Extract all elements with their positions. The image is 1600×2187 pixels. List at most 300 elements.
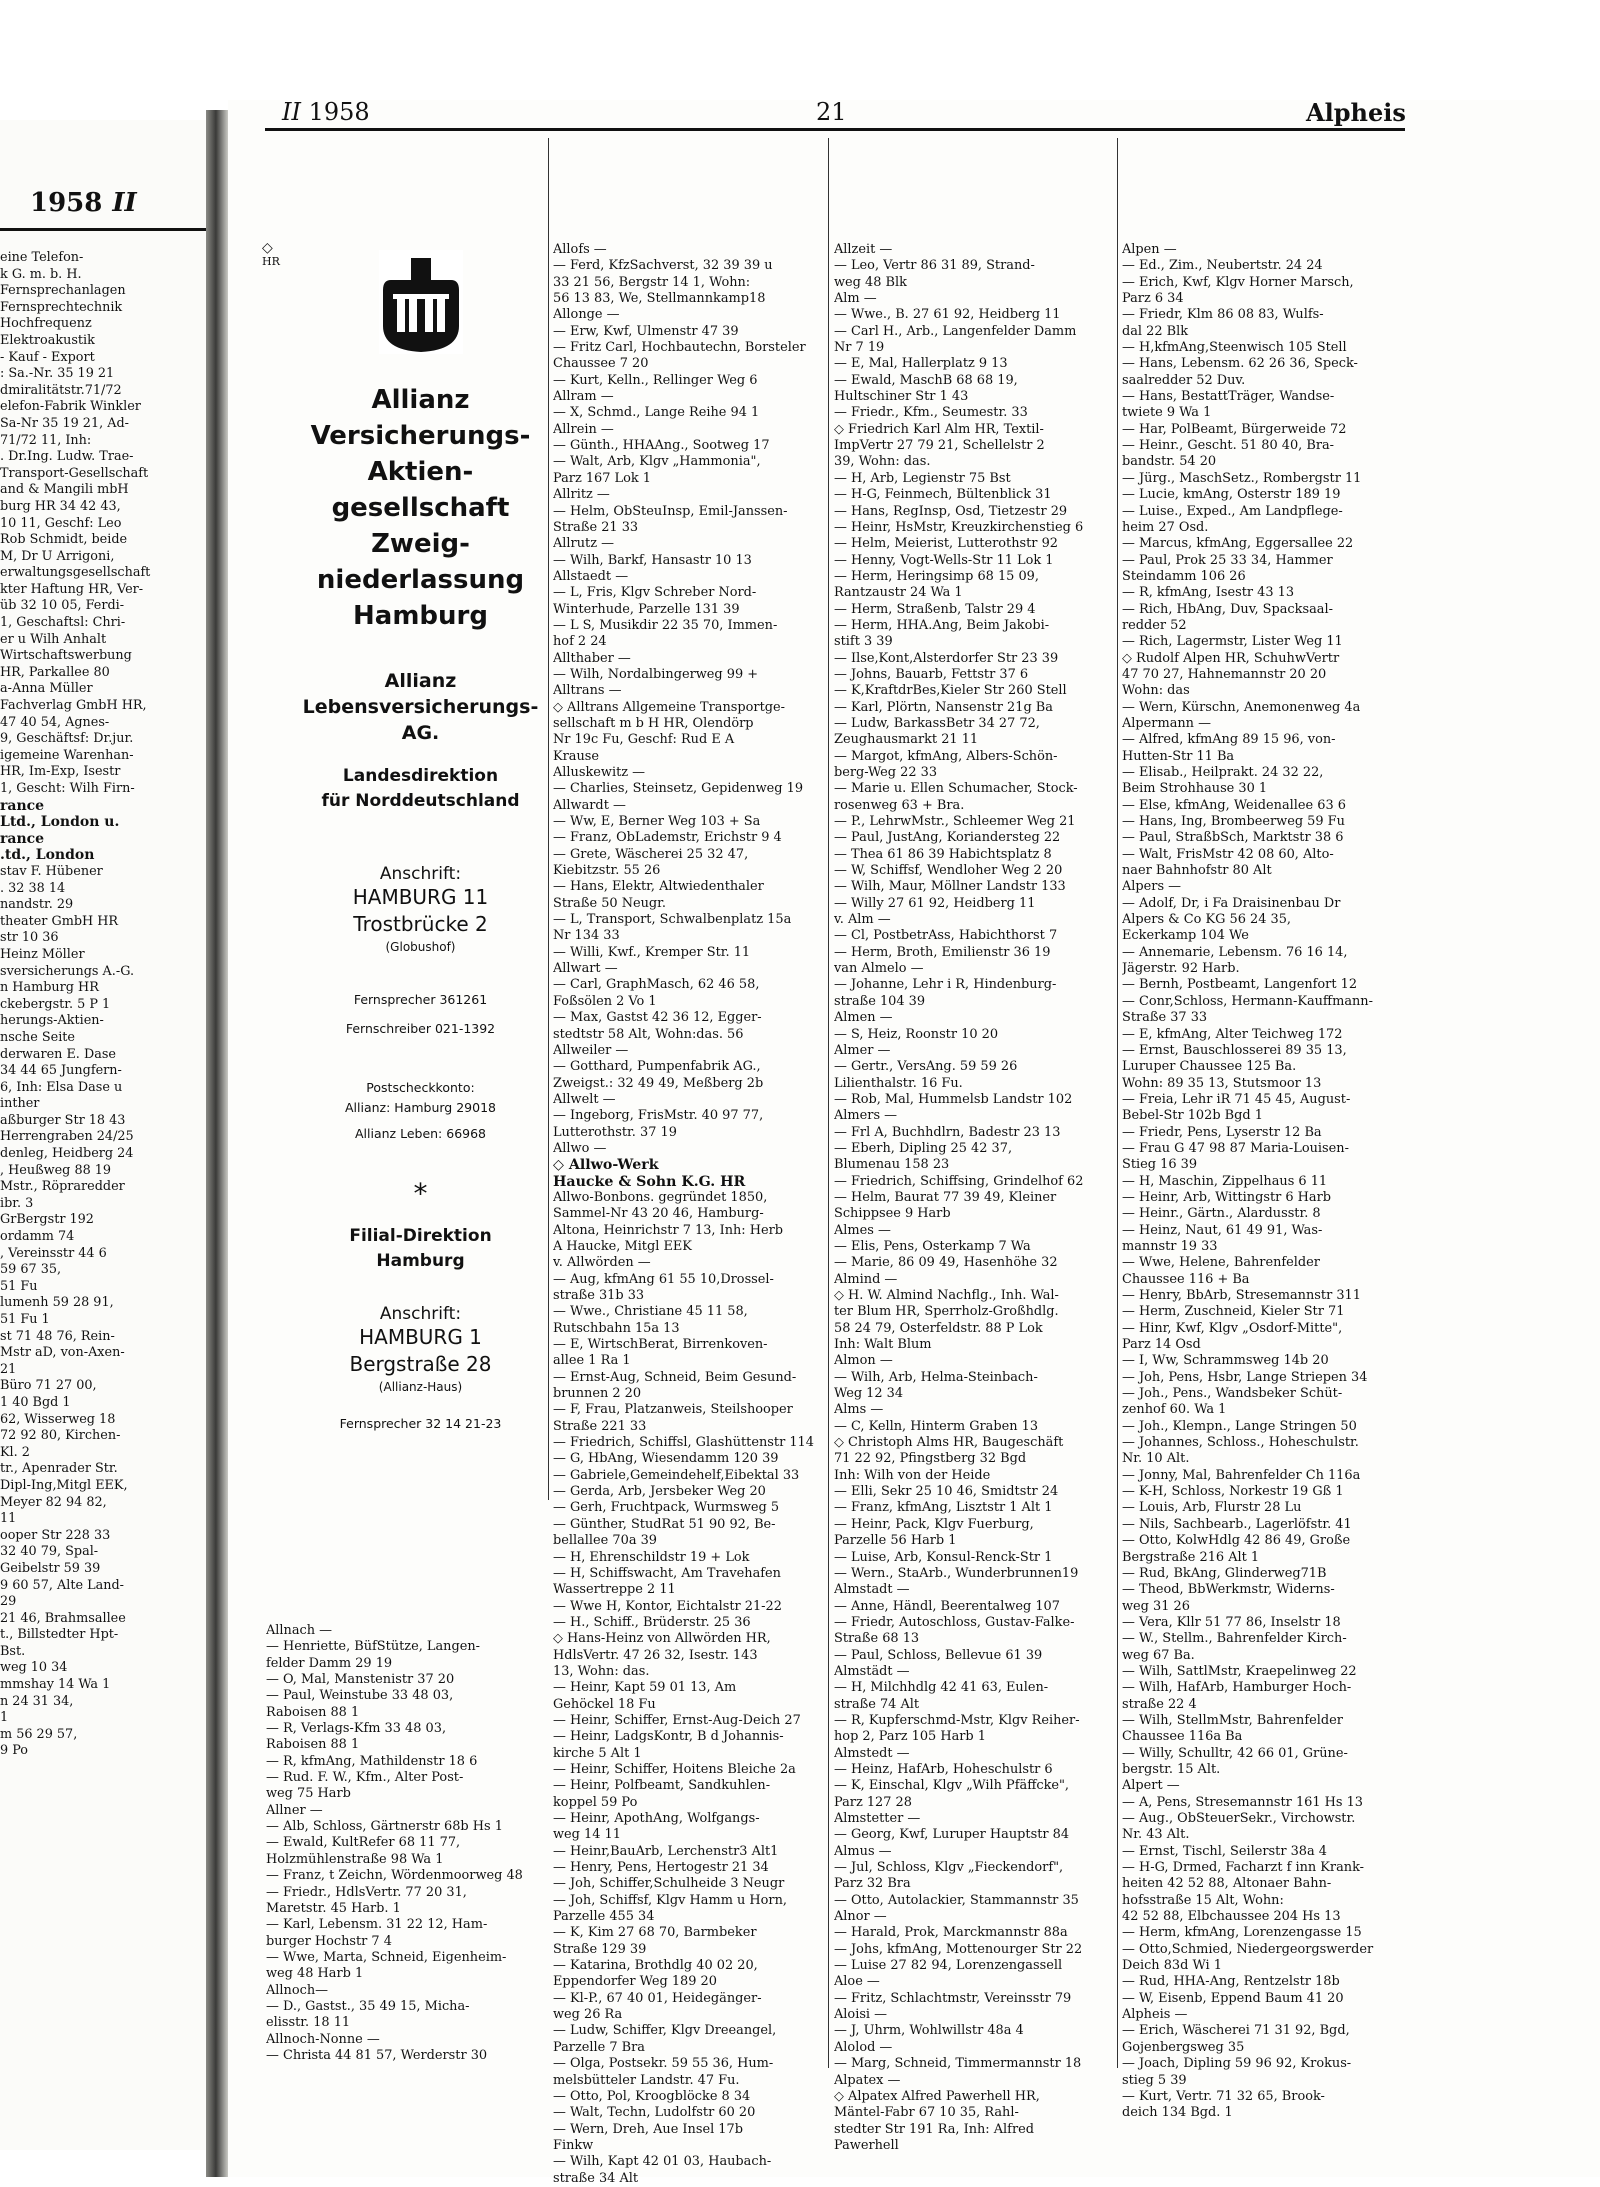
left-page-line: , Heußweg 88 19	[0, 1162, 112, 1178]
directory-entry: Deich 83d Wi 1	[1122, 1958, 1222, 1974]
directory-entry: Sammel-Nr 43 20 46, Hamburg-	[553, 1206, 764, 1222]
directory-entry: — Heinr, LadgsKontr, B d Johannis-	[553, 1729, 784, 1745]
directory-entry: — Christa 44 81 57, Werderstr 30	[266, 2047, 488, 2063]
directory-entry: — Rich, Lagermstr, Lister Weg 11	[1122, 634, 1343, 650]
directory-entry: — Helm, Meierist, Lutterothstr 92	[834, 536, 1058, 552]
directory-entry: — Ww, E, Berner Weg 103 + Sa	[553, 814, 761, 830]
directory-entry: — Joach, Dipling 59 96 92, Krokus-	[1122, 2056, 1352, 2072]
directory-entry: — E, WirtschBerat, Birrenkoven-	[553, 1337, 768, 1353]
ad-address-label: Anschrift:	[379, 864, 462, 884]
directory-entry: — O, Mal, Manstenistr 37 20	[266, 1672, 455, 1688]
directory-entry: — Otto, Autolackier, Stammannstr 35	[834, 1892, 1079, 1908]
directory-entry: ter Blum HR, Sperrholz-Großhdlg.	[834, 1304, 1059, 1320]
directory-entry: — Hinr, Kwf, Klgv „Osdorf-Mitte",	[1122, 1320, 1343, 1336]
directory-entry: HdlsVertr. 47 26 32, Isestr. 143	[553, 1647, 758, 1663]
directory-entry: Parzelle 56 Harb 1	[834, 1533, 957, 1549]
header-rule	[265, 128, 1405, 131]
directory-entry: 47 70 27, Hahnemannstr 20 20	[1122, 666, 1327, 682]
left-page-line: - Kauf - Export	[0, 349, 95, 365]
directory-entry: redder 52	[1122, 617, 1187, 633]
directory-entry: — S, Heiz, Roonstr 10 20	[834, 1026, 999, 1042]
left-page-line: ooper Str 228 33	[0, 1527, 111, 1543]
left-page-line: lumenh 59 28 91,	[0, 1295, 114, 1311]
directory-entry: — J, Uhrm, Wohlwillstr 48a 4	[834, 2023, 1024, 2039]
directory-entry: Almstedt —	[834, 1745, 910, 1761]
directory-entry: stift 3 39	[834, 634, 893, 650]
directory-entry: — W, Eisenb, Eppend Baum 41 20	[1122, 1990, 1344, 2006]
directory-entry: Allram —	[553, 389, 614, 405]
directory-entry: Allwardt —	[553, 797, 626, 813]
directory-entry: — Walt, Arb, Klgv „Hammonia",	[553, 454, 761, 470]
directory-entry: Alpers —	[1122, 879, 1182, 895]
left-page-line: theater GmbH HR	[0, 913, 119, 929]
left-page-line: Mstr aD, von-Axen-	[0, 1345, 125, 1361]
allianz-advertisement	[298, 250, 543, 1431]
directory-entry: — Marie u. Ellen Schumacher, Stock-	[834, 781, 1078, 797]
directory-entry: — Henriette, BüfStütze, Langen-	[266, 1639, 480, 1655]
directory-entry: 42 52 88, Elbchaussee 204 Hs 13	[1122, 1909, 1341, 1925]
directory-entry: Almes —	[834, 1222, 891, 1238]
directory-entry: — Georg, Kwf, Luruper Hauptstr 84	[834, 1827, 1070, 1843]
ad-postal-line: Allianz Leben: 66968	[354, 1126, 487, 1141]
left-page-column	[0, 250, 204, 1760]
left-page-line: aßburger Str 18 43	[0, 1112, 126, 1128]
left-page-line: a-Anna Müller	[0, 681, 93, 697]
left-page-line: 1 40 Bgd 1	[0, 1394, 71, 1410]
directory-entry: Blumenau 158 23	[834, 1157, 950, 1173]
directory-entry: — Marg, Schneid, Timmermannstr 18	[834, 2056, 1082, 2072]
left-page-line: and & Mangili mbH	[0, 482, 129, 498]
directory-entry: — D., Gastst., 35 49 15, Micha-	[266, 1998, 470, 2014]
directory-entry: Alltrans —	[553, 683, 622, 699]
directory-entry: — Joh., Pens., Wandsbeker Schüt-	[1122, 1386, 1343, 1402]
ad-life-line: Allianz	[384, 670, 457, 692]
directory-entry: Allonge —	[553, 307, 620, 323]
directory-entry: — Herm, Heringsimp 68 15 09,	[834, 568, 1039, 584]
directory-entry: — Joh, Schiffer,Schulheide 3 Neugr	[553, 1876, 785, 1892]
directory-entry: ◇ Hans-Heinz von Allwörden HR,	[553, 1631, 771, 1647]
ad-telex: Fernschreiber 021-1392	[345, 1021, 496, 1036]
ad-directorate	[298, 764, 543, 814]
directory-entry: — Wwe, Helene, Bahrenfelder	[1122, 1255, 1320, 1271]
directory-entry: Kiebitzstr. 55 26	[553, 863, 661, 879]
directory-entry: Almen —	[834, 1010, 893, 1026]
directory-entry: — Franz, ObLademstr, Erichstr 9 4	[553, 830, 782, 846]
directory-entry: mannstr 19 33	[1122, 1238, 1218, 1254]
directory-entry: — Johanne, Lehr i R, Hindenburg-	[834, 977, 1057, 993]
directory-entry: — Wilh, Barkf, Hansastr 10 13	[553, 552, 752, 568]
directory-entry: Luruper Chaussee 125 Ba.	[1122, 1059, 1297, 1075]
left-page-line: 21 46, Brahmsallee	[0, 1610, 126, 1626]
directory-entry: A Haucke, Mitgl EEK	[553, 1238, 692, 1254]
left-page-line: n 24 31 34,	[0, 1693, 74, 1709]
directory-entry: — Heinr, Schiffer, Ernst-Aug-Deich 27	[553, 1712, 801, 1728]
directory-entry: — Wern, Kürschn, Anemonenweg 4a	[1122, 699, 1361, 715]
directory-entry: Allnach —	[266, 1623, 333, 1638]
left-page-line: Herrengraben 24/25	[0, 1129, 134, 1145]
directory-entry: — Wilh, Kapt 42 01 03, Haubach-	[553, 2154, 772, 2170]
ad-name-line: gesellschaft	[331, 493, 510, 523]
ad-address-note: (Globushof)	[385, 940, 456, 954]
left-page-line: n Hamburg HR	[0, 980, 99, 996]
directory-entry: weg 48 Harb 1	[266, 1966, 364, 1982]
directory-entry: — Henny, Vogt-Wells-Str 11 Lok 1	[834, 552, 1054, 568]
directory-entry: — Else, kfmAng, Weidenallee 63 6	[1122, 797, 1346, 813]
left-page-line: Fernsprechanlagen	[0, 283, 126, 299]
directory-entry: — A, Pens, Stresemannstr 161 Hs 13	[1122, 1794, 1364, 1810]
directory-entry: — Olga, Postsekr. 59 55 36, Hum-	[553, 2056, 774, 2072]
directory-entry: Finkw	[553, 2137, 594, 2153]
directory-entry: Gehöckel 18 Fu	[553, 1696, 656, 1712]
left-page-line: sversicherungs A.-G.	[0, 963, 135, 979]
directory-entry: — Herm, Broth, Emilienstr 36 19	[834, 944, 1051, 960]
directory-entry: — Rich, HbAng, Duv, Spacksaal-	[1122, 601, 1333, 617]
directory-entry: stedter Str 191 Ra, Inh: Alfred	[834, 2121, 1034, 2137]
directory-entry: — Ewald, MaschB 68 68 19,	[834, 372, 1018, 388]
directory-entry: — Paul, Weinstube 33 48 03,	[266, 1688, 454, 1704]
directory-entry: 56 13 83, We, Stellmannkamp18	[553, 291, 766, 307]
left-page-line: tr., Apenrader Str.	[0, 1461, 118, 1477]
directory-entry: — Franz, t Zeichn, Wördenmoorweg 48	[266, 1868, 523, 1884]
directory-entry: weg 31 26	[1122, 1598, 1190, 1614]
column-divider	[828, 138, 829, 2068]
directory-entry: — K-H, Schloss, Norkestr 19 Gß 1	[1122, 1484, 1344, 1500]
directory-entry: Alms —	[834, 1402, 884, 1418]
left-page-line: mmshay 14 Wa 1	[0, 1677, 111, 1693]
left-page-line: HR, Parkallee 80	[0, 664, 110, 680]
directory-entry: — Luise, Arb, Konsul-Renck-Str 1	[834, 1549, 1053, 1565]
directory-entry: 39, Wohn: das.	[834, 454, 931, 470]
left-page-number: 1958	[30, 188, 103, 218]
left-page-line: ckebergstr. 5 P 1	[0, 996, 111, 1012]
directory-entry: — Wwe., B. 27 61 92, Heidberg 11	[834, 307, 1061, 323]
ad-branch-phone: Fernsprecher 32 14 21-23	[339, 1416, 502, 1431]
left-page-line: Elektroakustik	[0, 332, 95, 348]
directory-entry: — Walt, Techn, Ludolfstr 60 20	[553, 2105, 756, 2121]
directory-entry: weg 75 Harb	[266, 1786, 351, 1802]
directory-entry: — Freia, Lehr iR 71 45 45, August-	[1122, 1091, 1351, 1107]
directory-entry: — Lucie, kmAng, Osterstr 189 19	[1122, 487, 1341, 503]
directory-entry: — Louis, Arb, Flurstr 28 Lu	[1122, 1500, 1302, 1516]
directory-entry: Inh: Walt Blum	[834, 1337, 932, 1353]
directory-entry: Straße 221 33	[553, 1418, 647, 1434]
directory-entry: — Wwe., Christiane 45 11 58,	[553, 1304, 748, 1320]
directory-entry: — C, Kelln, Hinterm Graben 13	[834, 1418, 1039, 1434]
left-page-line: .td., London	[0, 847, 95, 864]
ad-branch-street: Bergstraße 28	[349, 1352, 492, 1376]
left-page-line: 47 40 54, Agnes-	[0, 714, 110, 730]
directory-entry: Rutschbahn 15a 13	[553, 1320, 680, 1336]
directory-entry: Allofs —	[553, 242, 607, 257]
left-page-line: 11	[0, 1511, 17, 1527]
directory-entry: — H, Maschin, Zippelhaus 6 11	[1122, 1173, 1328, 1189]
directory-entry: Almon —	[834, 1353, 893, 1369]
directory-entry: — Karl, Plörtn, Nansenstr 21g Ba	[834, 699, 1053, 715]
page-number: 21	[816, 98, 847, 126]
directory-entry: — Frau G 47 98 87 Maria-Louisen-	[1122, 1140, 1349, 1156]
ad-name-line: Aktien-	[367, 457, 474, 487]
directory-entry: — H, Arb, Legienstr 75 Bst	[834, 470, 1011, 486]
directory-entry: — R, kfmAng, Mathildenstr 18 6	[266, 1753, 478, 1769]
directory-entry: — Kl-P., 67 40 01, Heidegänger-	[553, 1990, 762, 2006]
directory-entry: hop 2, Parz 105 Harb 1	[834, 1729, 986, 1745]
left-page-line: 9 Po	[0, 1743, 29, 1759]
left-page-line: 59 67 35,	[0, 1262, 62, 1278]
directory-entry: 71 22 92, Pfingstberg 32 Bgd	[834, 1451, 1027, 1467]
directory-entry: Aloisi —	[834, 2007, 888, 2023]
directory-entry: Nr 7 19	[834, 340, 885, 356]
directory-entry: Almus —	[834, 1843, 892, 1859]
directory-entry: Nr. 43 Alt.	[1122, 1827, 1190, 1843]
directory-entry: — Elli, Sekr 25 10 46, Smidtstr 24	[834, 1484, 1059, 1500]
ad-postal-line: Allianz: Hamburg 29018	[345, 1100, 496, 1115]
ad-star: *	[413, 1177, 428, 1210]
left-page-line: M, Dr U Arrigoni,	[0, 548, 115, 564]
directory-entry: — Rob, Mal, Hummelsb Landstr 102	[834, 1091, 1073, 1107]
ad-branch-line: Filial-Direktion	[349, 1226, 492, 1246]
directory-entry: — R, Kupferschmd-Mstr, Klgv Reiher-	[834, 1712, 1080, 1728]
directory-entry: Nr 134 33	[553, 928, 620, 944]
left-page-line: 62, Wisserweg 18	[0, 1411, 116, 1427]
directory-entry: — Hans, RegInsp, Osd, Tietzestr 29	[834, 503, 1068, 519]
directory-entry: — Helm, Baurat 77 39 49, Kleiner	[834, 1189, 1057, 1205]
ad-company-name	[298, 382, 543, 634]
directory-entry: Alpen —	[1122, 242, 1177, 257]
left-page-line: . 32 38 14	[0, 880, 66, 896]
directory-entry: Chaussee 116 + Ba	[1122, 1271, 1250, 1287]
ad-life-line: Lebensversicherungs-	[302, 696, 539, 718]
directory-entry: — Heinr, ApothAng, Wolfgangs-	[553, 1811, 760, 1826]
left-page-line: ibr. 3	[0, 1195, 34, 1211]
directory-entry: Straße 37 33	[1122, 1010, 1208, 1026]
directory-entry: — Carl H., Arb., Langenfelder Damm	[834, 323, 1077, 339]
directory-entry: — Theod, BbWerkmstr, Widerns-	[1122, 1582, 1335, 1598]
directory-entry: Parz 6 34	[1122, 291, 1184, 307]
directory-entry: — Anne, Händl, Beerentalweg 107	[834, 1598, 1060, 1614]
ad-branch-city: HAMBURG 1	[359, 1325, 482, 1349]
ad-life-line: AG.	[401, 722, 440, 744]
left-page-line: 29	[0, 1594, 17, 1610]
left-page-line: m 56 29 57,	[0, 1726, 78, 1742]
directory-entry: Allthaber —	[553, 650, 631, 666]
directory-entry: — Fritz Carl, Hochbautechn, Borsteler	[553, 340, 806, 356]
ad-name-line: Zweig-	[371, 529, 470, 559]
ad-postal-label: Postscheckkonto:	[366, 1080, 475, 1095]
left-page-line: Fernsprechtechnik	[0, 299, 123, 315]
directory-entry: Weg 12 34	[834, 1386, 904, 1402]
directory-entry: — E, kfmAng, Alter Teichweg 172	[1122, 1026, 1343, 1042]
left-page-line: 9, Geschäftsf: Dr.jur.	[0, 731, 134, 747]
directory-entry: — Erich, Wäscherei 71 31 92, Bgd,	[1122, 2023, 1350, 2039]
directory-entry: — Willy, Schulltr, 42 66 01, Grüne-	[1122, 1745, 1348, 1761]
ad-life-insurance	[298, 668, 543, 746]
directory-entry: — Adolf, Dr, i Fa Draisinenbau Dr	[1122, 895, 1341, 911]
directory-entry: zenhof 60. Wa 1	[1122, 1402, 1227, 1418]
left-page-line: dmiralitätstr.71/72	[0, 382, 122, 398]
directory-entry: — Paul, Prok 25 33 34, Hammer	[1122, 552, 1333, 568]
directory-entry: — L, Transport, Schwalbenplatz 15a	[553, 912, 792, 928]
directory-entry: sellschaft m b H HR, Olendörp	[553, 715, 754, 731]
directory-entry: — Wilh, Nordalbingerweg 99 +	[553, 666, 759, 682]
ad-branch-note: (Allianz-Haus)	[378, 1380, 463, 1394]
directory-entry: Jägerstr. 92 Harb.	[1122, 961, 1240, 977]
left-page-line: Dipl-Ing,Mitgl EEK,	[0, 1477, 128, 1493]
left-page-line: Kl. 2	[0, 1444, 30, 1460]
left-page-line: 34 44 65 Jungfern-	[0, 1063, 122, 1079]
left-page-line: Heinz Möller	[0, 946, 85, 962]
directory-entry: Hutten-Str 11 Ba	[1122, 748, 1235, 764]
directory-entry: — Rud, BkAng, Glinderweg71B	[1122, 1565, 1327, 1581]
directory-entry: — Frl A, Buchhdlrn, Badestr 23 13	[834, 1124, 1061, 1140]
directory-entry: Allwelt —	[553, 1091, 616, 1107]
left-page-line: Meyer 82 94 82,	[0, 1494, 107, 1510]
directory-entry: Allwo-Bonbons. gegründet 1850,	[553, 1189, 768, 1205]
ad-name-line: Hamburg	[353, 601, 488, 631]
directory-entry: — Gertr., VersAng. 59 59 26	[834, 1059, 1018, 1075]
directory-entry: — Rud. F. W., Kfm., Alter Post-	[266, 1770, 464, 1786]
left-page-line: Büro 71 27 00,	[0, 1378, 97, 1394]
directory-entry: — K,KraftdrBes,Kieler Str 260 Stell	[834, 683, 1067, 699]
directory-entry: Beim Strohhause 30 1	[1122, 781, 1268, 797]
directory-entry: — Katarina, Brothdlg 40 02 20,	[553, 1958, 758, 1974]
directory-entry: — Günther, StudRat 51 90 92, Be-	[553, 1516, 776, 1532]
directory-entry: Schippsee 9 Harb	[834, 1206, 951, 1222]
directory-entry: — Kurt, Kelln., Rellinger Weg 6	[553, 372, 758, 388]
directory-entry: — Conr,Schloss, Hermann-Kauffmann-	[1122, 993, 1373, 1009]
directory-entry: — K, Einschal, Klgv „Wilh Pfäffcke",	[834, 1778, 1070, 1794]
directory-entry: — Fritz, Schlachtmstr, Vereinsstr 79	[834, 1990, 1072, 2006]
directory-entry: Almer —	[834, 1042, 891, 1058]
left-page-line: 1	[0, 1710, 9, 1726]
left-page-volume: II	[112, 188, 137, 218]
ad-phone: Fernsprecher 361261	[353, 992, 488, 1007]
directory-entry: Allritz —	[553, 487, 610, 503]
directory-entry: rosenweg 63 + Bra.	[834, 797, 965, 813]
directory-entry: — Luise 27 82 94, Lorenzengassell	[834, 1958, 1063, 1974]
directory-column-4	[1122, 242, 1407, 2122]
directory-entry: — G, HbAng, Wiesendamm 120 39	[553, 1451, 779, 1467]
directory-entry: — Ernst-Aug, Schneid, Beim Gesund-	[553, 1369, 797, 1385]
directory-entry: — Walt, FrisMstr 42 08 60, Alto-	[1122, 846, 1334, 862]
directory-entry: — Ernst, Bauschlosserei 89 35 13,	[1122, 1042, 1347, 1058]
left-page-line: rance	[0, 797, 45, 814]
directory-entry: Allstaedt —	[553, 568, 629, 584]
directory-entry: 13, Wohn: das.	[553, 1663, 650, 1679]
directory-entry: — Günth., HHAAng., Sootweg 17	[553, 438, 770, 454]
directory-entry: — Gerh, Fruchtpack, Wurmsweg 5	[553, 1500, 780, 1516]
directory-entry: — Kurt, Vertr. 71 32 65, Brook-	[1122, 2088, 1325, 2104]
directory-entry: — H,kfmAng,Steenwisch 105 Stell	[1122, 340, 1347, 356]
left-page-line: 1, Gescht: Wilh Firn-	[0, 781, 135, 796]
directory-entry: Steindamm 106 26	[1122, 568, 1246, 584]
left-page-line: Ltd., London u.	[0, 814, 120, 831]
directory-entry: — R, Verlags-Kfm 33 48 03,	[266, 1721, 447, 1737]
directory-entry: — Friedr, Klm 86 08 83, Wulfs-	[1122, 307, 1324, 323]
directory-entry: — Gabriele,Gemeindehelf,Eibektal 33	[553, 1467, 800, 1483]
directory-entry: Almstetter —	[834, 1811, 921, 1826]
directory-entry: ◇ Friedrich Karl Alm HR, Textil-	[834, 421, 1044, 437]
directory-entry: — Paul, StraßbSch, Marktstr 38 6	[1122, 830, 1344, 846]
directory-entry: — Herm, Zuschneid, Kieler Str 71	[1122, 1304, 1345, 1320]
directory-entry: straße 22 4	[1122, 1696, 1197, 1712]
directory-entry: Allner —	[266, 1802, 323, 1818]
directory-entry: — Heinr., Gescht. 51 80 40, Bra-	[1122, 438, 1335, 454]
directory-entry: Nr. 10 Alt.	[1122, 1451, 1190, 1467]
directory-entry: kirche 5 Alt 1	[553, 1745, 642, 1761]
left-header-rule	[0, 228, 206, 231]
directory-entry: — Ferd, KfzSachverst, 32 39 39 u	[553, 258, 773, 274]
ad-branch	[298, 1224, 543, 1274]
directory-entry: Parz 127 28	[834, 1794, 912, 1810]
directory-entry: — Ludw, BarkassBetr 34 27 72,	[834, 715, 1040, 731]
directory-entry: — I, Ww, Schrammsweg 14b 20	[1122, 1353, 1329, 1369]
directory-entry: — Heinz, Naut, 61 49 91, Was-	[1122, 1222, 1323, 1238]
directory-entry: — Heinr,BauArb, Lerchenstr3 Alt1	[553, 1843, 779, 1859]
directory-entry: saalredder 52 Duv.	[1122, 372, 1246, 388]
directory-entry: — Ingeborg, FrisMstr. 40 97 77,	[553, 1108, 764, 1124]
directory-entry: — Helm, ObSteuInsp, Emil-Janssen-	[553, 503, 788, 519]
directory-entry: Allnoch-Nonne —	[266, 2031, 380, 2047]
directory-entry: — Max, Gastst 42 36 12, Egger-	[553, 1010, 762, 1026]
directory-entry: Alpheis —	[1122, 2007, 1188, 2023]
left-page-line: 32 40 79, Spal-	[0, 1544, 99, 1560]
directory-entry: — Hans, Lebensm. 62 26 36, Speck-	[1122, 356, 1358, 372]
directory-entry: — H, Milchhdlg 42 41 63, Eulen-	[834, 1680, 1049, 1696]
directory-entry: — Ludw, Schiffer, Klgv Dreeangel,	[553, 2023, 777, 2039]
directory-entry: — F, Frau, Platzanweis, Steilshooper	[553, 1402, 793, 1418]
directory-entry: — Wwe H, Kontor, Eichtalstr 21-22	[553, 1598, 782, 1614]
directory-entry: Alm —	[834, 291, 877, 307]
directory-entry: — Wwe, Marta, Schneid, Eigenheim-	[266, 1949, 507, 1965]
directory-entry: ◇ Rudolf Alpen HR, SchuhwVertr	[1122, 650, 1340, 666]
directory-entry: Raboisen 88 1	[266, 1704, 360, 1720]
directory-entry: — Erw, Kwf, Ulmenstr 47 39	[553, 323, 739, 339]
left-page-line: k G. m. b. H.	[0, 266, 82, 282]
directory-entry: 33 21 56, Bergstr 14 1, Wohn:	[553, 274, 751, 290]
left-page-header	[30, 188, 137, 218]
directory-entry: Allweiler —	[553, 1042, 629, 1058]
directory-entry: Chaussee 7 20	[553, 356, 649, 372]
directory-entry: — Marcus, kfmAng, Eggersallee 22	[1122, 536, 1354, 552]
directory-entry: bellallee 70a 39	[553, 1533, 657, 1549]
left-page	[0, 120, 206, 2150]
directory-entry: stedtstr 58 Alt, Wohn:das. 56	[553, 1026, 744, 1042]
directory-entry: straße 34 Alt	[553, 2170, 639, 2186]
directory-entry: — Jonny, Mal, Bahrenfelder Ch 116a	[1122, 1467, 1361, 1483]
directory-entry: Winterhude, Parzelle 131 39	[553, 601, 740, 617]
left-page-line: üb 32 10 05, Ferdi-	[0, 598, 125, 614]
directory-entry: — Herm, HHA.Ang, Beim Jakobi-	[834, 617, 1050, 633]
left-page-line: 72 92 80, Kirchen-	[0, 1428, 121, 1444]
ad-postal-accounts	[298, 1095, 543, 1147]
directory-entry: — Heinr, Pack, Klgv Fuerburg,	[834, 1516, 1034, 1532]
directory-entry: — Wilh, HafArb, Hamburger Hoch-	[1122, 1680, 1352, 1696]
directory-entry: allee 1 Ra 1	[553, 1353, 631, 1369]
ad-address-city: HAMBURG 11	[352, 885, 489, 909]
left-page-line: GrBergstr 192	[0, 1212, 94, 1228]
directory-entry: Wohn: das	[1122, 683, 1190, 699]
directory-entry: Haucke & Sohn K.G. HR	[553, 1173, 746, 1190]
directory-entry: — Gerda, Arb, Jersbeker Weg 20	[553, 1484, 766, 1500]
left-page-line: 21	[0, 1361, 17, 1377]
directory-entry: — Heinr., Gärtn., Alardusstr. 8	[1122, 1206, 1321, 1222]
running-title: Alpheis	[1306, 98, 1406, 127]
directory-entry: — X, Schmd., Lange Reihe 94 1	[553, 405, 760, 421]
ad-branch-line: Hamburg	[376, 1251, 465, 1271]
left-page-line: 6, Inh: Elsa Dase u	[0, 1079, 123, 1095]
directory-entry: — K, Kim 27 68 70, Barmbeker	[553, 1925, 757, 1941]
directory-entry: weg 48 Blk	[834, 274, 907, 290]
